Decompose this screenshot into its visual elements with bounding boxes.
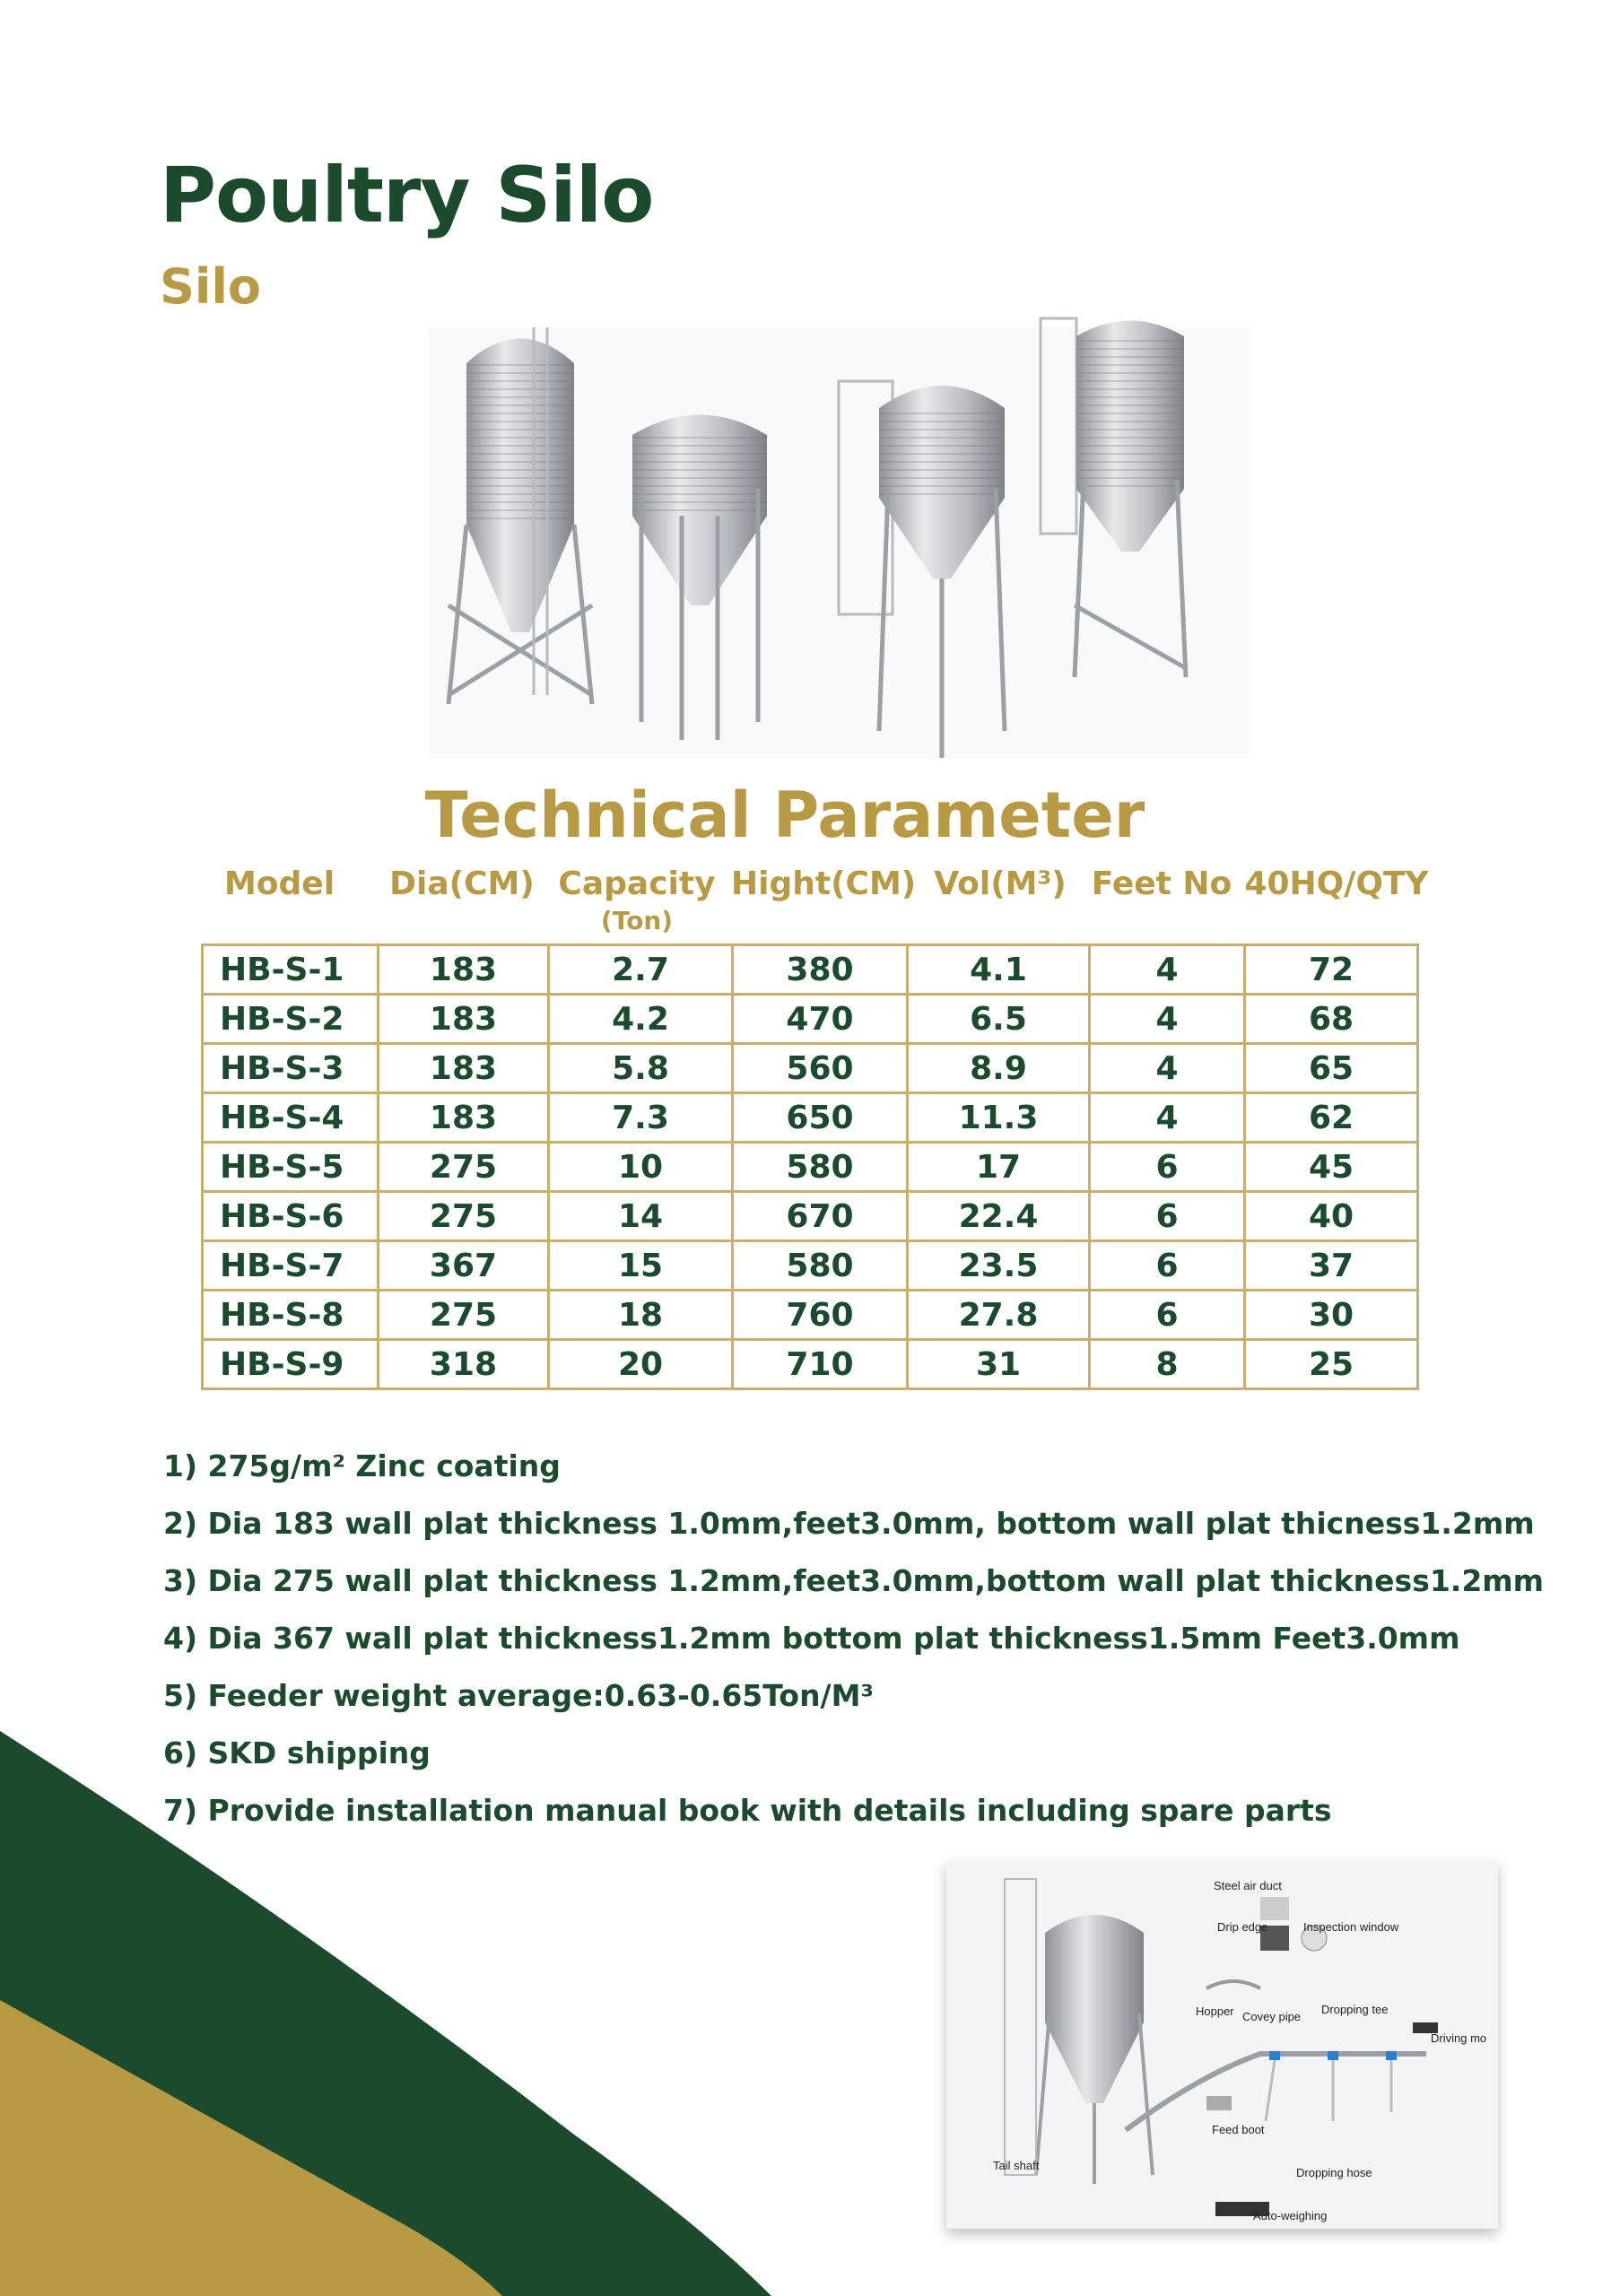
col-header-volume: Vol(M³)	[934, 865, 1067, 902]
cell-feet-no: 6	[1090, 1241, 1245, 1291]
label-feed-boot: Feed boot	[1212, 2123, 1265, 2136]
note-item: 6) SKD shipping	[163, 1735, 431, 1770]
cell-dia: 318	[379, 1340, 549, 1389]
cell-feet-no: 8	[1090, 1340, 1245, 1389]
label-covey-pipe: Covey pipe	[1242, 2010, 1302, 2023]
label-dropping-tee: Dropping tee	[1321, 2003, 1389, 2016]
cell-feet-no: 4	[1090, 1044, 1245, 1093]
col-header-40hq-qty: 40HQ/QTY	[1244, 865, 1429, 902]
label-drip-edge: Drip edge	[1217, 1920, 1268, 1934]
label-inspection-window: Inspection window	[1303, 1920, 1399, 1934]
col-header-capacity-unit: (Ton)	[600, 906, 674, 935]
cell-model: HB-S-9	[203, 1340, 379, 1389]
silo-system-diagram	[946, 1861, 1498, 2229]
cell-dia: 275	[379, 1143, 549, 1192]
col-header-capacity: Capacity	[558, 865, 716, 902]
cell-feet-no: 4	[1090, 945, 1245, 995]
col-header-feet-no: Feet No	[1091, 865, 1232, 902]
cell-dia: 367	[379, 1241, 549, 1291]
col-header-height: Hight(CM)	[731, 865, 917, 902]
cell-model: HB-S-2	[203, 995, 379, 1044]
cell-40hq-qty: 65	[1245, 1044, 1418, 1093]
label-tail-shaft: Tail shaft	[993, 2159, 1040, 2172]
cell-volume: 22.4	[908, 1192, 1090, 1241]
table-row	[203, 1093, 1418, 1143]
page-subtitle: Silo	[160, 258, 262, 315]
cell-height: 560	[733, 1044, 908, 1093]
table-row	[203, 1143, 1418, 1192]
cell-feet-no: 6	[1090, 1143, 1245, 1192]
table-row	[203, 1340, 1418, 1389]
cell-height: 650	[733, 1093, 908, 1143]
cell-dia: 183	[379, 995, 549, 1044]
cell-height: 380	[733, 945, 908, 995]
cell-40hq-qty: 30	[1245, 1291, 1418, 1340]
cell-feet-no: 6	[1090, 1291, 1245, 1340]
cell-40hq-qty: 40	[1245, 1192, 1418, 1241]
cell-capacity: 4.2	[549, 995, 733, 1044]
cell-volume: 6.5	[908, 995, 1090, 1044]
cell-capacity: 15	[549, 1241, 733, 1291]
cell-40hq-qty: 62	[1245, 1093, 1418, 1143]
note-item: 7) Provide installation manual book with details including spare parts	[163, 1793, 1332, 1828]
cell-volume: 27.8	[908, 1291, 1090, 1340]
table-row	[203, 995, 1418, 1044]
table-row	[203, 1241, 1418, 1291]
cell-model: HB-S-5	[203, 1143, 379, 1192]
label-dropping-hose: Dropping hose	[1296, 2166, 1372, 2179]
note-item: 2) Dia 183 wall plat thickness 1.0mm,feet3.0mm, bottom wall plat thicness1.2mm	[163, 1506, 1535, 1541]
col-header-model: Model	[223, 865, 335, 902]
cell-40hq-qty: 45	[1245, 1143, 1418, 1192]
cell-feet-no: 6	[1090, 1192, 1245, 1241]
diagram-illustration	[946, 1861, 1498, 2229]
table-row	[203, 945, 1418, 995]
cell-capacity: 18	[549, 1291, 733, 1340]
label-auto-weighing: Auto-weighing	[1253, 2209, 1328, 2222]
technical-parameter-title: Technical Parameter	[424, 778, 1145, 852]
cell-40hq-qty: 68	[1245, 995, 1418, 1044]
cell-model: HB-S-6	[203, 1192, 379, 1241]
cell-height: 670	[733, 1192, 908, 1241]
table-row	[203, 1192, 1418, 1241]
cell-model: HB-S-1	[203, 945, 379, 995]
cell-model: HB-S-7	[203, 1241, 379, 1291]
cell-volume: 11.3	[908, 1093, 1090, 1143]
note-item: 1) 275g/m² Zinc coating	[163, 1448, 561, 1483]
cell-volume: 23.5	[908, 1241, 1090, 1291]
cell-height: 580	[733, 1143, 908, 1192]
cell-height: 760	[733, 1291, 908, 1340]
cell-height: 710	[733, 1340, 908, 1389]
cell-height: 470	[733, 995, 908, 1044]
cell-capacity: 7.3	[549, 1093, 733, 1143]
cell-model: HB-S-4	[203, 1093, 379, 1143]
label-steel-air-duct: Steel air duct	[1214, 1879, 1282, 1892]
cell-volume: 8.9	[908, 1044, 1090, 1093]
cell-dia: 183	[379, 1044, 549, 1093]
silo-photo	[413, 309, 1251, 767]
cell-capacity: 14	[549, 1192, 733, 1241]
page-title: Poultry Silo	[160, 151, 654, 240]
cell-dia: 183	[379, 1093, 549, 1143]
col-header-dia: Dia(CM)	[389, 865, 535, 902]
cell-height: 580	[733, 1241, 908, 1291]
cell-40hq-qty: 72	[1245, 945, 1418, 995]
table-row	[203, 1044, 1418, 1093]
cell-capacity: 10	[549, 1143, 733, 1192]
cell-feet-no: 4	[1090, 995, 1245, 1044]
cell-volume: 17	[908, 1143, 1090, 1192]
table-row	[203, 1291, 1418, 1340]
cell-capacity: 2.7	[549, 945, 733, 995]
cell-model: HB-S-8	[203, 1291, 379, 1340]
cell-capacity: 20	[549, 1340, 733, 1389]
cell-40hq-qty: 25	[1245, 1340, 1418, 1389]
note-item: 3) Dia 275 wall plat thickness 1.2mm,feet3.0mm,bottom wall plat thickness1.2mm	[163, 1563, 1545, 1598]
cell-capacity: 5.8	[549, 1044, 733, 1093]
spec-table	[201, 944, 1419, 1390]
cell-dia: 275	[379, 1291, 549, 1340]
cell-model: HB-S-3	[203, 1044, 379, 1093]
cell-volume: 31	[908, 1340, 1090, 1389]
note-item: 4) Dia 367 wall plat thickness1.2mm bottom plat thickness1.5mm Feet3.0mm	[163, 1621, 1460, 1656]
cell-40hq-qty: 37	[1245, 1241, 1418, 1291]
note-item: 5) Feeder weight average:0.63-0.65Ton/M³	[163, 1678, 874, 1713]
label-driving-motor: Driving mo	[1431, 2031, 1487, 2045]
cell-dia: 275	[379, 1192, 549, 1241]
cell-volume: 4.1	[908, 945, 1090, 995]
cell-feet-no: 4	[1090, 1093, 1245, 1143]
cell-dia: 183	[379, 945, 549, 995]
label-hopper: Hopper	[1196, 2005, 1234, 2018]
